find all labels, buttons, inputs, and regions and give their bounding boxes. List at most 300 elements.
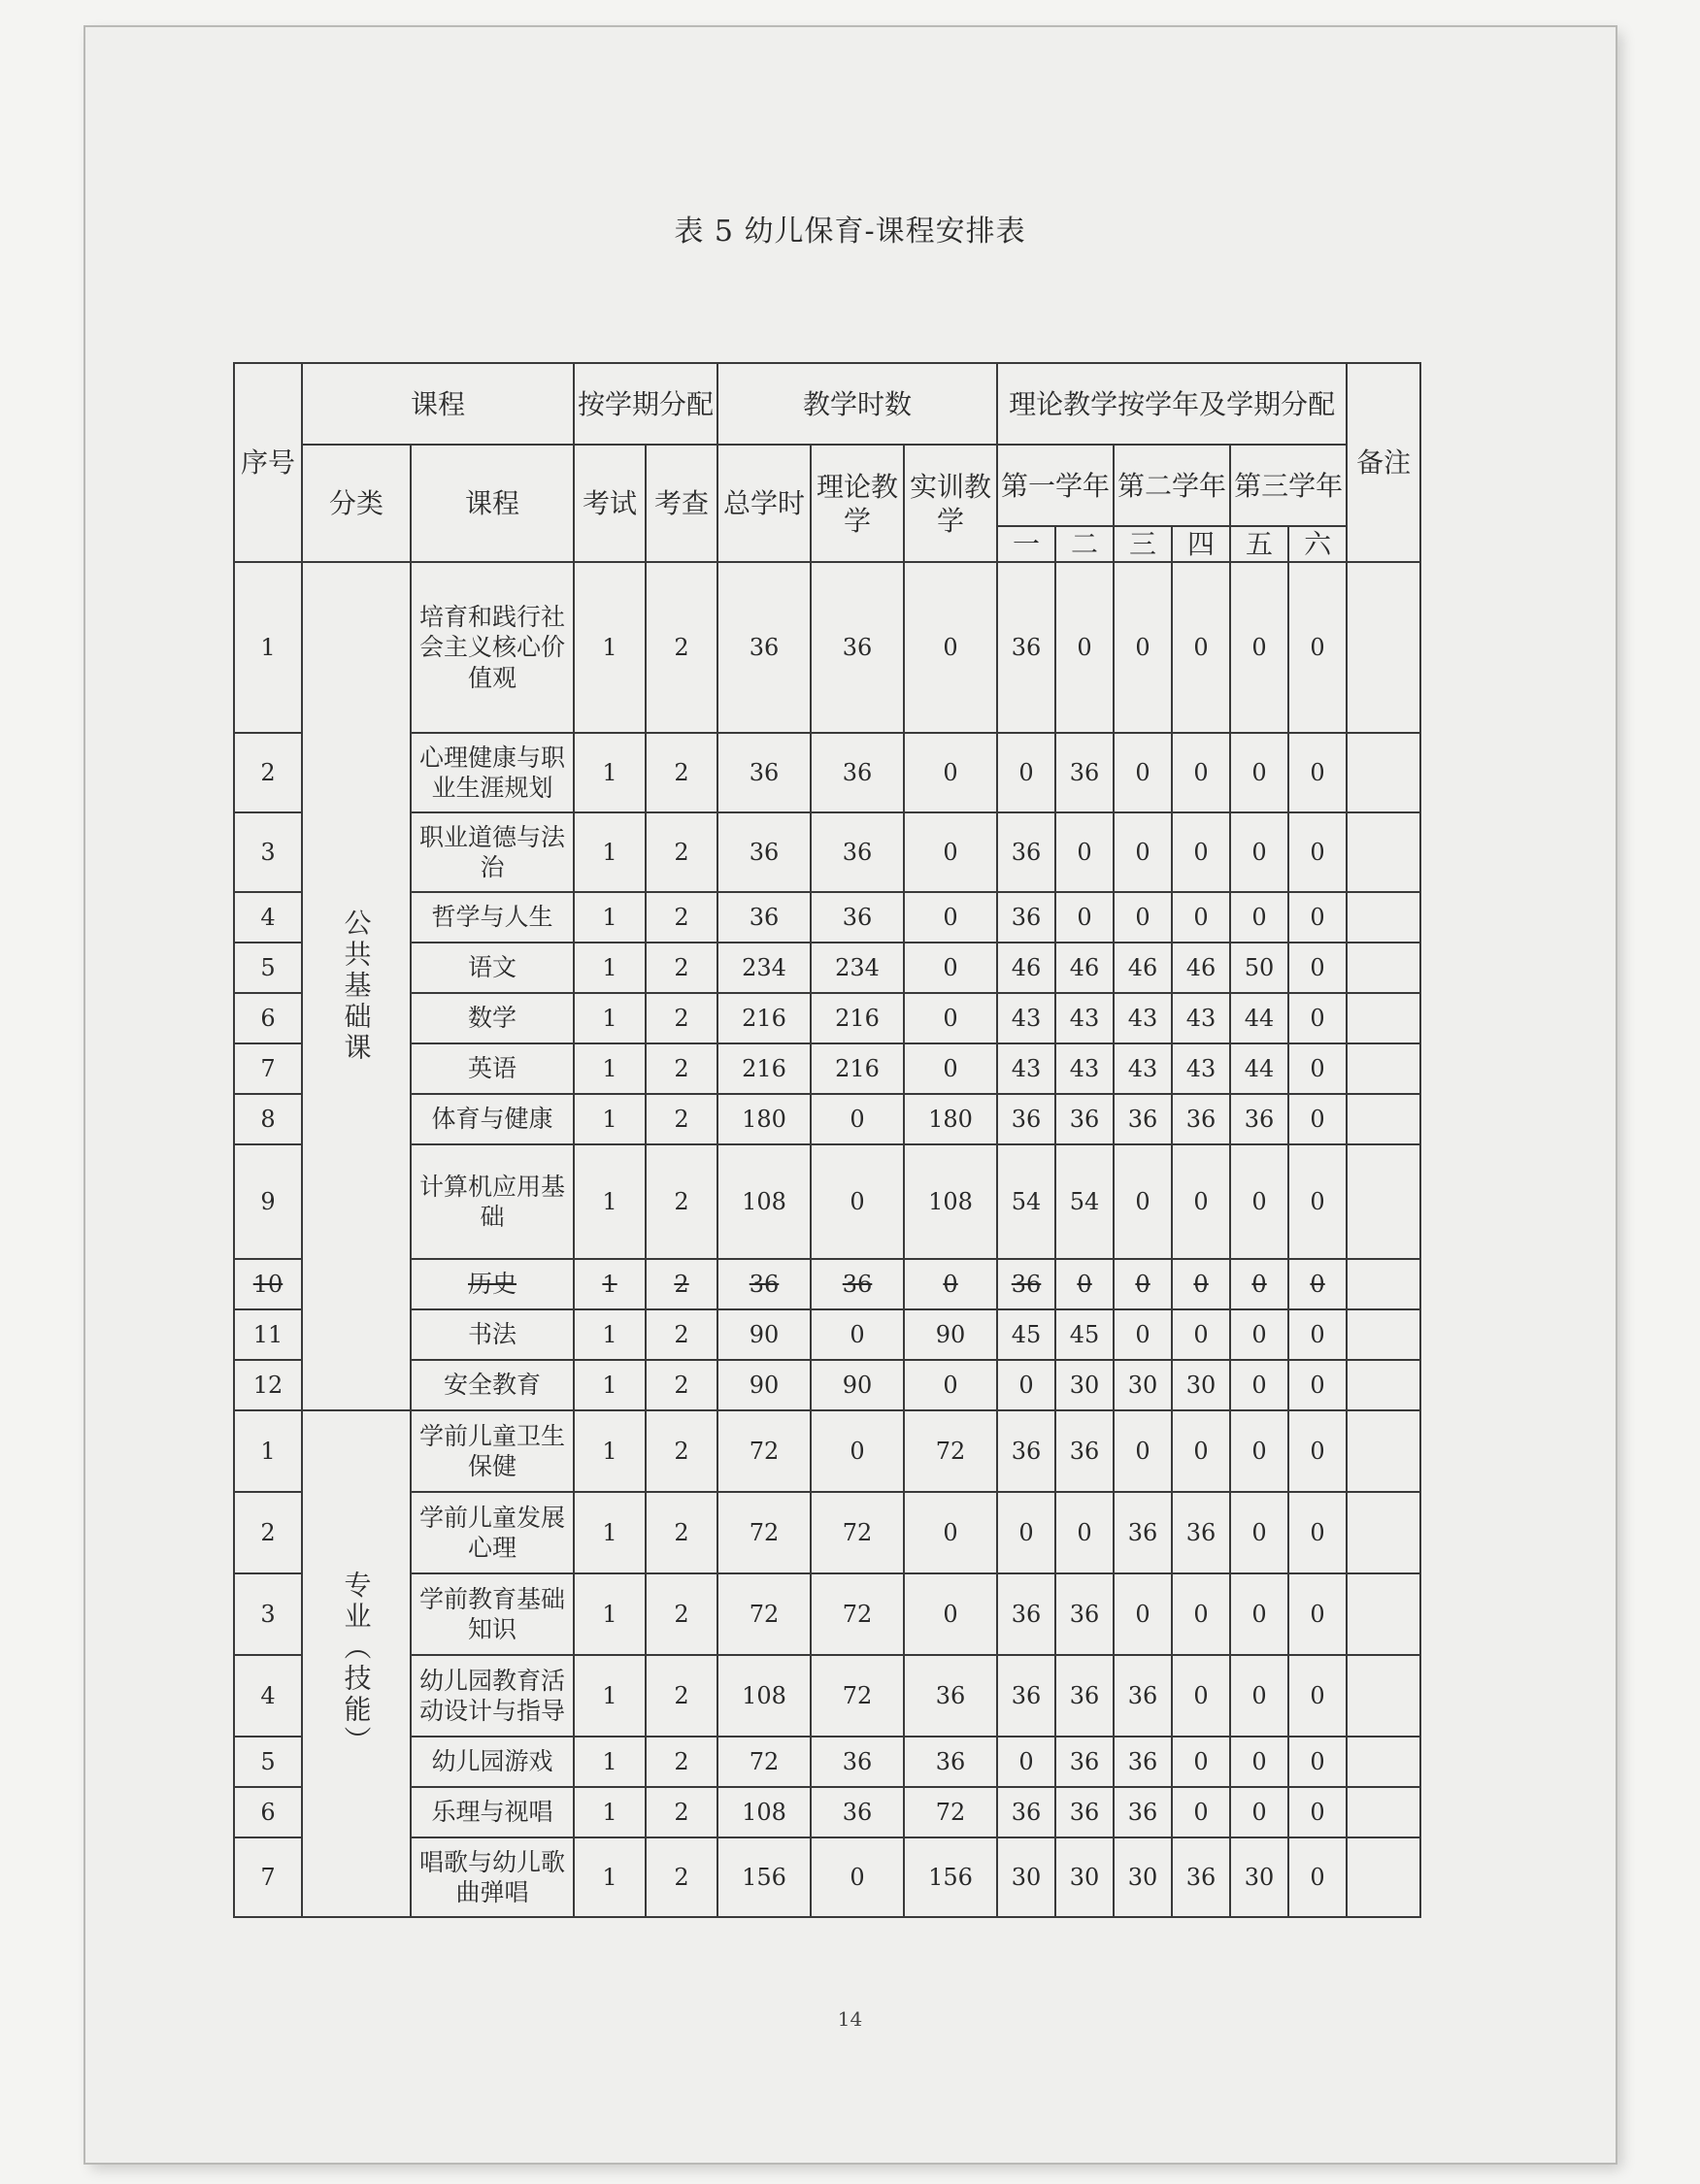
cell-practice: 36 [904, 1655, 997, 1737]
cell-theory: 36 [811, 892, 904, 943]
cell-theory: 36 [811, 733, 904, 812]
course-name: 历史 [411, 1259, 574, 1309]
cell-total: 72 [717, 1492, 811, 1573]
cell-term-hours: 0 [1288, 1309, 1347, 1360]
cell-practice: 0 [904, 892, 997, 943]
cell-term-hours: 36 [997, 1787, 1055, 1837]
cell-term-hours: 30 [1055, 1837, 1114, 1917]
cell-practice: 0 [904, 733, 997, 812]
cell-term-hours: 43 [1114, 993, 1172, 1043]
header-remarks: 备注 [1347, 363, 1420, 562]
cell-check: 2 [646, 892, 717, 943]
cell-practice: 0 [904, 562, 997, 733]
header-exam: 考试 [574, 445, 646, 562]
course-name: 体育与健康 [411, 1094, 574, 1144]
table-row [234, 1144, 1420, 1259]
row-seq: 3 [234, 1573, 302, 1655]
cell-remarks [1347, 1492, 1420, 1573]
cell-term-hours: 36 [997, 1259, 1055, 1309]
cell-remarks [1347, 1144, 1420, 1259]
cell-term-hours: 30 [1172, 1360, 1230, 1410]
row-seq: 1 [234, 562, 302, 733]
cell-term-hours: 36 [1114, 1655, 1172, 1737]
cell-remarks [1347, 892, 1420, 943]
table-row [234, 1360, 1420, 1410]
cell-term-hours: 0 [1288, 1144, 1347, 1259]
course-name: 职业道德与法治 [411, 812, 574, 892]
header-theory: 理论教学 [811, 445, 904, 562]
cell-term-hours: 43 [1172, 1043, 1230, 1094]
cell-term-hours: 0 [1114, 1573, 1172, 1655]
cell-total: 90 [717, 1360, 811, 1410]
table-row [234, 1259, 1420, 1309]
cell-term-hours: 0 [1230, 1737, 1288, 1787]
cell-term-hours: 36 [1114, 1094, 1172, 1144]
cell-total: 108 [717, 1655, 811, 1737]
cell-term-hours: 0 [997, 1360, 1055, 1410]
cell-exam: 1 [574, 892, 646, 943]
header-assessment: 按学期分配 [574, 363, 717, 445]
table-row [234, 1737, 1420, 1787]
cell-check: 2 [646, 1655, 717, 1737]
header-hours: 教学时数 [717, 363, 997, 445]
header-category: 分类 [302, 445, 411, 562]
page-title: 表 5 幼儿保育-课程安排表 [674, 215, 1026, 248]
cell-term-hours: 0 [1230, 1410, 1288, 1492]
cell-term-hours: 36 [1114, 1492, 1172, 1573]
cell-term-hours: 0 [1114, 1144, 1172, 1259]
cell-practice: 0 [904, 812, 997, 892]
cell-total: 108 [717, 1787, 811, 1837]
cell-term-hours: 0 [1288, 1655, 1347, 1737]
cell-term-hours: 36 [997, 1573, 1055, 1655]
cell-term-hours: 0 [1230, 1573, 1288, 1655]
course-name: 学前儿童卫生保健 [411, 1410, 574, 1492]
cell-term-hours: 0 [1230, 1360, 1288, 1410]
cell-check: 2 [646, 1737, 717, 1787]
cell-exam: 1 [574, 1410, 646, 1492]
cell-term-hours: 0 [1172, 562, 1230, 733]
cell-term-hours: 0 [1288, 1737, 1347, 1787]
course-name: 哲学与人生 [411, 892, 574, 943]
cell-remarks [1347, 1737, 1420, 1787]
cell-remarks [1347, 733, 1420, 812]
cell-term-hours: 0 [1288, 562, 1347, 733]
cell-term-hours: 36 [1172, 1492, 1230, 1573]
cell-term-hours: 0 [1055, 812, 1114, 892]
cell-practice: 156 [904, 1837, 997, 1917]
cell-term-hours: 0 [1172, 1410, 1230, 1492]
cell-theory: 234 [811, 943, 904, 993]
cell-check: 2 [646, 1043, 717, 1094]
header-year2: 第二学年 [1114, 445, 1230, 526]
cell-term-hours: 0 [1230, 1259, 1288, 1309]
table-row [234, 993, 1420, 1043]
cell-theory: 72 [811, 1573, 904, 1655]
cell-term-hours: 43 [1114, 1043, 1172, 1094]
course-name: 学前儿童发展心理 [411, 1492, 574, 1573]
cell-term-hours: 0 [1114, 562, 1172, 733]
cell-remarks [1347, 1410, 1420, 1492]
row-seq: 9 [234, 1144, 302, 1259]
cell-term-hours: 0 [1172, 1655, 1230, 1737]
cell-term-hours: 36 [997, 892, 1055, 943]
cell-term-hours: 0 [1114, 733, 1172, 812]
header-course: 课程 [411, 445, 574, 562]
cell-check: 2 [646, 1410, 717, 1492]
cell-term-hours: 0 [1114, 1410, 1172, 1492]
cell-practice: 72 [904, 1410, 997, 1492]
cell-term-hours: 30 [1230, 1837, 1288, 1917]
cell-term-hours: 54 [1055, 1144, 1114, 1259]
table-body [234, 562, 1420, 1917]
header-check: 考查 [646, 445, 717, 562]
cell-term-hours: 43 [997, 1043, 1055, 1094]
cell-theory: 36 [811, 1737, 904, 1787]
cell-remarks [1347, 1094, 1420, 1144]
cell-remarks [1347, 1837, 1420, 1917]
cell-term-hours: 0 [1230, 892, 1288, 943]
cell-term-hours: 0 [1114, 812, 1172, 892]
cell-remarks [1347, 1787, 1420, 1837]
cell-practice: 0 [904, 1492, 997, 1573]
cell-term-hours: 0 [1172, 1573, 1230, 1655]
course-schedule-table [233, 362, 1421, 1918]
course-name: 数学 [411, 993, 574, 1043]
cell-term-hours: 0 [1230, 562, 1288, 733]
cell-theory: 216 [811, 1043, 904, 1094]
cell-total: 72 [717, 1737, 811, 1787]
cell-theory: 216 [811, 993, 904, 1043]
cell-term-hours: 0 [1055, 1492, 1114, 1573]
cell-term-hours: 36 [1055, 1573, 1114, 1655]
cell-total: 72 [717, 1573, 811, 1655]
table-row [234, 943, 1420, 993]
row-seq: 2 [234, 733, 302, 812]
cell-term-hours: 36 [1055, 1737, 1114, 1787]
cell-term-hours: 0 [1288, 1573, 1347, 1655]
cell-total: 72 [717, 1410, 811, 1492]
cell-term-hours: 36 [1114, 1787, 1172, 1837]
table-row [234, 1655, 1420, 1737]
cell-total: 234 [717, 943, 811, 993]
course-name: 唱歌与幼儿歌曲弹唱 [411, 1837, 574, 1917]
cell-term-hours: 0 [1055, 892, 1114, 943]
cell-term-hours: 0 [997, 733, 1055, 812]
header-course-group: 课程 [302, 363, 574, 445]
cell-term-hours: 54 [997, 1144, 1055, 1259]
table-row [234, 1787, 1420, 1837]
cell-total: 36 [717, 562, 811, 733]
cell-term-hours: 0 [1230, 1787, 1288, 1837]
header-term: 二 [1055, 526, 1114, 562]
cell-term-hours: 0 [1288, 1259, 1347, 1309]
cell-term-hours: 43 [1055, 1043, 1114, 1094]
header-term: 一 [997, 526, 1055, 562]
cell-term-hours: 0 [1055, 562, 1114, 733]
cell-term-hours: 0 [1230, 733, 1288, 812]
header-total: 总学时 [717, 445, 811, 562]
table-row [234, 1043, 1420, 1094]
cell-check: 2 [646, 812, 717, 892]
cell-remarks [1347, 1360, 1420, 1410]
cell-remarks [1347, 1043, 1420, 1094]
table-row [234, 892, 1420, 943]
cell-exam: 1 [574, 1309, 646, 1360]
cell-check: 2 [646, 733, 717, 812]
cell-term-hours: 30 [997, 1837, 1055, 1917]
cell-theory: 36 [811, 1259, 904, 1309]
row-seq: 4 [234, 892, 302, 943]
cell-practice: 0 [904, 943, 997, 993]
cell-term-hours: 0 [1172, 892, 1230, 943]
course-name: 心理健康与职业生涯规划 [411, 733, 574, 812]
cell-exam: 1 [574, 562, 646, 733]
cell-theory: 72 [811, 1655, 904, 1737]
cell-term-hours: 36 [997, 1410, 1055, 1492]
row-seq: 4 [234, 1655, 302, 1737]
table-row [234, 1094, 1420, 1144]
cell-check: 2 [646, 1309, 717, 1360]
cell-term-hours: 30 [1114, 1837, 1172, 1917]
cell-exam: 1 [574, 1094, 646, 1144]
cell-check: 2 [646, 1259, 717, 1309]
cell-term-hours: 36 [1172, 1094, 1230, 1144]
cell-practice: 90 [904, 1309, 997, 1360]
header-term: 五 [1230, 526, 1288, 562]
cell-term-hours: 36 [1114, 1737, 1172, 1787]
cell-term-hours: 0 [1288, 1043, 1347, 1094]
header-term: 四 [1172, 526, 1230, 562]
category-cell: 公共基础课 [302, 562, 411, 1410]
course-name: 培育和践行社会主义核心价值观 [411, 562, 574, 733]
cell-term-hours: 36 [1055, 733, 1114, 812]
cell-exam: 1 [574, 1043, 646, 1094]
cell-term-hours: 30 [1055, 1360, 1114, 1410]
cell-term-hours: 50 [1230, 943, 1288, 993]
cell-term-hours: 0 [1230, 1309, 1288, 1360]
cell-theory: 36 [811, 1787, 904, 1837]
cell-term-hours: 0 [1230, 1144, 1288, 1259]
cell-term-hours: 45 [997, 1309, 1055, 1360]
header-term: 六 [1288, 526, 1347, 562]
cell-term-hours: 36 [997, 1655, 1055, 1737]
cell-term-hours: 46 [1055, 943, 1114, 993]
cell-term-hours: 43 [997, 993, 1055, 1043]
cell-practice: 108 [904, 1144, 997, 1259]
row-seq: 1 [234, 1410, 302, 1492]
row-seq: 7 [234, 1043, 302, 1094]
cell-exam: 1 [574, 1573, 646, 1655]
cell-exam: 1 [574, 1737, 646, 1787]
cell-term-hours: 0 [1288, 1094, 1347, 1144]
cell-total: 156 [717, 1837, 811, 1917]
page-number: 14 [837, 2007, 863, 2031]
cell-check: 2 [646, 1787, 717, 1837]
cell-total: 180 [717, 1094, 811, 1144]
course-name: 乐理与视唱 [411, 1787, 574, 1837]
cell-exam: 1 [574, 1144, 646, 1259]
row-seq: 8 [234, 1094, 302, 1144]
row-seq: 3 [234, 812, 302, 892]
cell-theory: 0 [811, 1144, 904, 1259]
cell-term-hours: 43 [1172, 993, 1230, 1043]
cell-term-hours: 46 [1114, 943, 1172, 993]
cell-theory: 0 [811, 1309, 904, 1360]
cell-term-hours: 36 [1172, 1837, 1230, 1917]
row-seq: 5 [234, 1737, 302, 1787]
cell-term-hours: 36 [1055, 1655, 1114, 1737]
cell-term-hours: 0 [1172, 812, 1230, 892]
cell-exam: 1 [574, 1360, 646, 1410]
cell-practice: 180 [904, 1094, 997, 1144]
cell-check: 2 [646, 1144, 717, 1259]
cell-term-hours: 44 [1230, 993, 1288, 1043]
table-row [234, 1309, 1420, 1360]
cell-exam: 1 [574, 733, 646, 812]
cell-term-hours: 36 [997, 562, 1055, 733]
cell-exam: 1 [574, 1259, 646, 1309]
cell-term-hours: 46 [997, 943, 1055, 993]
cell-theory: 0 [811, 1837, 904, 1917]
table-row [234, 562, 1420, 733]
row-seq: 7 [234, 1837, 302, 1917]
header-year3: 第三学年 [1230, 445, 1347, 526]
table-row [234, 1492, 1420, 1573]
cell-remarks [1347, 1309, 1420, 1360]
row-seq: 5 [234, 943, 302, 993]
cell-practice: 72 [904, 1787, 997, 1837]
table-row [234, 733, 1420, 812]
cell-term-hours: 0 [1288, 892, 1347, 943]
cell-exam: 1 [574, 943, 646, 993]
header-year1: 第一学年 [997, 445, 1114, 526]
cell-term-hours: 0 [1172, 1144, 1230, 1259]
cell-term-hours: 36 [1055, 1410, 1114, 1492]
cell-theory: 36 [811, 562, 904, 733]
cell-exam: 1 [574, 812, 646, 892]
cell-term-hours: 0 [1288, 733, 1347, 812]
cell-remarks [1347, 562, 1420, 733]
cell-term-hours: 36 [997, 812, 1055, 892]
header-practice: 实训教学 [904, 445, 997, 562]
cell-total: 36 [717, 733, 811, 812]
cell-term-hours: 0 [1288, 993, 1347, 1043]
cell-term-hours: 0 [1230, 1655, 1288, 1737]
cell-exam: 1 [574, 1492, 646, 1573]
table-row [234, 1837, 1420, 1917]
row-seq: 12 [234, 1360, 302, 1410]
cell-term-hours: 36 [1055, 1094, 1114, 1144]
cell-practice: 0 [904, 1259, 997, 1309]
cell-practice: 0 [904, 1573, 997, 1655]
cell-term-hours: 30 [1114, 1360, 1172, 1410]
cell-term-hours: 0 [1172, 733, 1230, 812]
cell-total: 90 [717, 1309, 811, 1360]
course-name: 幼儿园游戏 [411, 1737, 574, 1787]
row-seq: 2 [234, 1492, 302, 1573]
cell-exam: 1 [574, 1837, 646, 1917]
cell-remarks [1347, 1259, 1420, 1309]
table-row [234, 1573, 1420, 1655]
row-seq: 10 [234, 1259, 302, 1309]
cell-practice: 0 [904, 1360, 997, 1410]
cell-theory: 0 [811, 1410, 904, 1492]
cell-total: 216 [717, 1043, 811, 1094]
cell-term-hours: 0 [1288, 1360, 1347, 1410]
cell-practice: 0 [904, 993, 997, 1043]
cell-theory: 36 [811, 812, 904, 892]
cell-remarks [1347, 943, 1420, 993]
cell-term-hours: 0 [1288, 1787, 1347, 1837]
cell-practice: 0 [904, 1043, 997, 1094]
cell-total: 108 [717, 1144, 811, 1259]
cell-term-hours: 0 [1114, 1309, 1172, 1360]
cell-term-hours: 45 [1055, 1309, 1114, 1360]
cell-term-hours: 46 [1172, 943, 1230, 993]
table-row [234, 812, 1420, 892]
row-seq: 6 [234, 1787, 302, 1837]
cell-theory: 0 [811, 1094, 904, 1144]
cell-term-hours: 43 [1055, 993, 1114, 1043]
cell-term-hours: 0 [1288, 943, 1347, 993]
row-seq: 6 [234, 993, 302, 1043]
cell-term-hours: 0 [1114, 1259, 1172, 1309]
row-seq: 11 [234, 1309, 302, 1360]
cell-term-hours: 36 [1055, 1787, 1114, 1837]
cell-check: 2 [646, 1837, 717, 1917]
cell-term-hours: 0 [1288, 1492, 1347, 1573]
header-distribution: 理论教学按学年及学期分配 [997, 363, 1347, 445]
course-name: 英语 [411, 1043, 574, 1094]
cell-check: 2 [646, 943, 717, 993]
cell-term-hours: 0 [1230, 1492, 1288, 1573]
cell-term-hours: 0 [1230, 812, 1288, 892]
cell-term-hours: 0 [997, 1492, 1055, 1573]
cell-exam: 1 [574, 1655, 646, 1737]
cell-term-hours: 0 [997, 1737, 1055, 1787]
cell-theory: 90 [811, 1360, 904, 1410]
cell-remarks [1347, 812, 1420, 892]
cell-term-hours: 36 [1230, 1094, 1288, 1144]
header-term: 三 [1114, 526, 1172, 562]
cell-term-hours: 0 [1288, 812, 1347, 892]
cell-check: 2 [646, 1360, 717, 1410]
course-name: 书法 [411, 1309, 574, 1360]
cell-term-hours: 0 [1172, 1309, 1230, 1360]
cell-remarks [1347, 1573, 1420, 1655]
cell-check: 2 [646, 1573, 717, 1655]
cell-check: 2 [646, 1492, 717, 1573]
cell-term-hours: 0 [1288, 1410, 1347, 1492]
cell-remarks [1347, 993, 1420, 1043]
cell-term-hours: 0 [1172, 1787, 1230, 1837]
cell-total: 36 [717, 812, 811, 892]
course-name: 幼儿园教育活动设计与指导 [411, 1655, 574, 1737]
cell-term-hours: 0 [1055, 1259, 1114, 1309]
header-seq: 序号 [234, 363, 302, 562]
cell-exam: 1 [574, 993, 646, 1043]
cell-total: 36 [717, 1259, 811, 1309]
cell-term-hours: 0 [1114, 892, 1172, 943]
cell-check: 2 [646, 993, 717, 1043]
cell-term-hours: 44 [1230, 1043, 1288, 1094]
cell-total: 36 [717, 892, 811, 943]
table-row [234, 1410, 1420, 1492]
cell-check: 2 [646, 1094, 717, 1144]
cell-practice: 36 [904, 1737, 997, 1787]
cell-exam: 1 [574, 1787, 646, 1837]
